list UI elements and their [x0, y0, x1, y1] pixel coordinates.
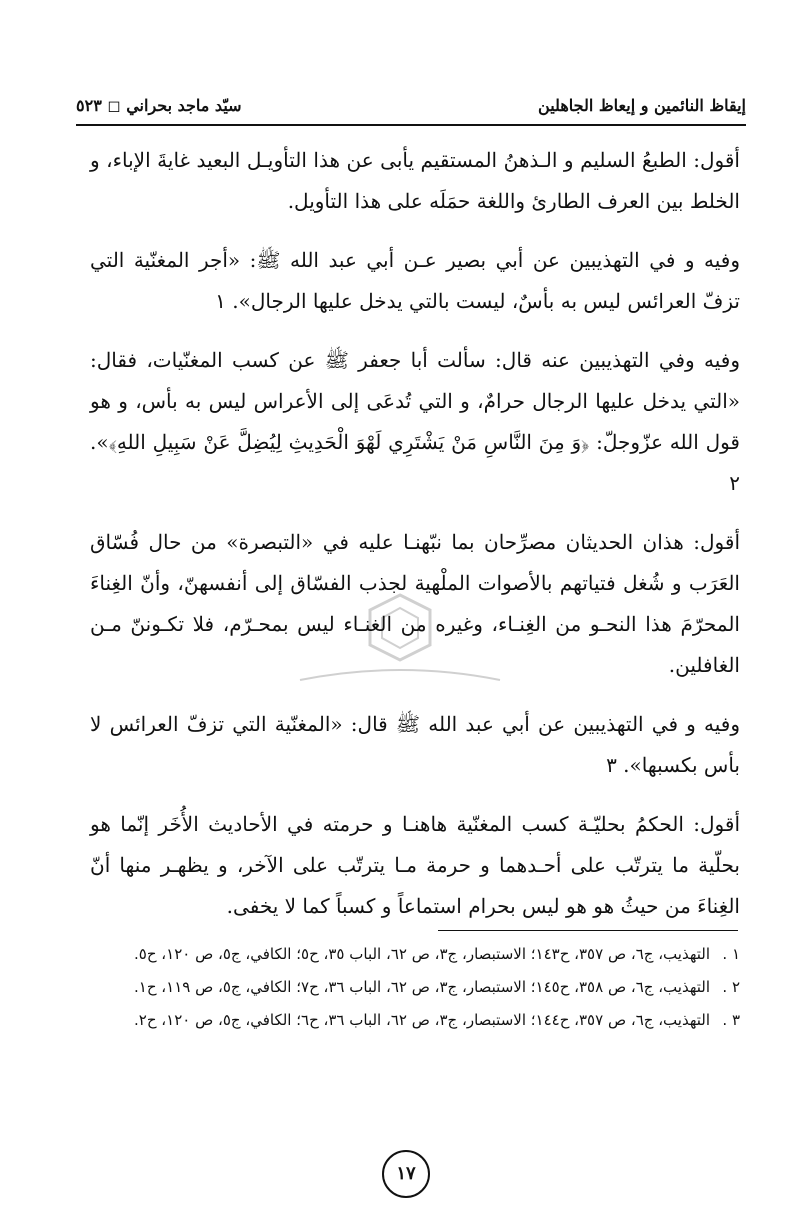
page-number: ١٧ [382, 1150, 430, 1198]
paragraph: أقول: الطبعُ السليم و الـذهنُ المستقيم يأبى عن هذا التأويـل البعيد غايةَ الإباء، و الخلط بين العرف الطارئ واللغة حمَلَه على هذا التأويل. [90, 148, 740, 213]
author-page-number: سيّد ماجد بحراني ◻ ٥٢٣ [76, 96, 242, 115]
main-text [90, 140, 740, 945]
footnote-number: ٢ . [722, 978, 740, 996]
footnote-text: التهذيب، ج٦، ص ٣٥٧، ح١٤٣؛ الاستبصار، ج٣، ص ٦٢، الباب ٣٥، ح٥؛ الكافي، ج٥، ص ١٢٠، ح٥. [134, 945, 710, 963]
footnote-number: ١ . [722, 945, 740, 963]
footnote [80, 1006, 740, 1035]
paragraph: وفيه و في التهذيبين عن أبي عبد الله ﷺ قال: «المغنّية التي تزفّ العرائس لا بأس بكسبها». ٣ [90, 712, 740, 777]
running-title: إيقاظ النائمين و إيعاظ الجاهلين [538, 96, 746, 115]
library-stamp-watermark [280, 590, 520, 690]
paragraph: وفيه وفي التهذيبين عنه قال: سألت أبا جعفر ﷺ عن كسب المغنّيات، فقال: «التي يدخل عليها الرجال حرامٌ، و التي تُدعَى إلى الأعراس ليس به بأس، و هو قول الله عزّوجلّ: ﴿وَ مِنَ النَّاسِ مَنْ يَشْتَرِي لَهْوَ الْحَدِيثِ لِيُضِلَّ عَنْ سَبِيلِ اللهِ﴾». ٢ [90, 348, 740, 495]
paragraph: أقول: هذان الحديثان مصرِّحان بما نبّهنـا عليه في «التبصرة» من حال فُسّاق العَرَب و شُغل فتياتهم بالأصوات الملْهية لجذب الفسّاق إلى أنفسهنّ، وأنّ الغِناءَ المحرّمَ هذا النحـو من الغِنـاء، وغيره من الغنـاء ليس بمحـرّم، فلا تكـوننّ مـن الغافلين. [90, 530, 740, 677]
running-header [76, 88, 746, 126]
paragraph: أقول: الحكمُ بحليّـة كسب المغنّية هاهنـا و حرمته في الأحاديث الأُخَر إنّما هو بحلّية ما يترتّب على أحـدهما و حرمة مـا يترتّب على الآخر، و يظهـر منها أنّ الغِناءَ من حيثُ هو هو ليس بحرام استماعاً و كسباً كما لا يخفى. [90, 812, 740, 918]
footnote-divider [438, 930, 738, 931]
footnote-text: التهذيب، ج٦، ص ٣٥٨، ح١٤٥؛ الاستبصار، ج٣، ص ٦٢، الباب ٣٦، ح٧؛ الكافي، ج٥، ص ١١٩، ح١. [134, 978, 710, 996]
paragraph: وفيه و في التهذيبين عن أبي بصير عـن أبي عبد الله ﷺ: «أجر المغنّية التي تزفّ العرائس ليس به بأسٌ، ليست بالتي يدخل عليها الرجال». ١ [90, 248, 740, 313]
footnote [80, 973, 740, 1002]
footnote [80, 940, 740, 969]
footnotes [80, 940, 740, 1039]
footnote-text: التهذيب، ج٦، ص ٣٥٧، ح١٤٤؛ الاستبصار، ج٣، ص ٦٢، الباب ٣٦، ح٦؛ الكافي، ج٥، ص ١٢٠، ح٢. [134, 1011, 710, 1029]
footnote-number: ٣ . [722, 1011, 740, 1029]
